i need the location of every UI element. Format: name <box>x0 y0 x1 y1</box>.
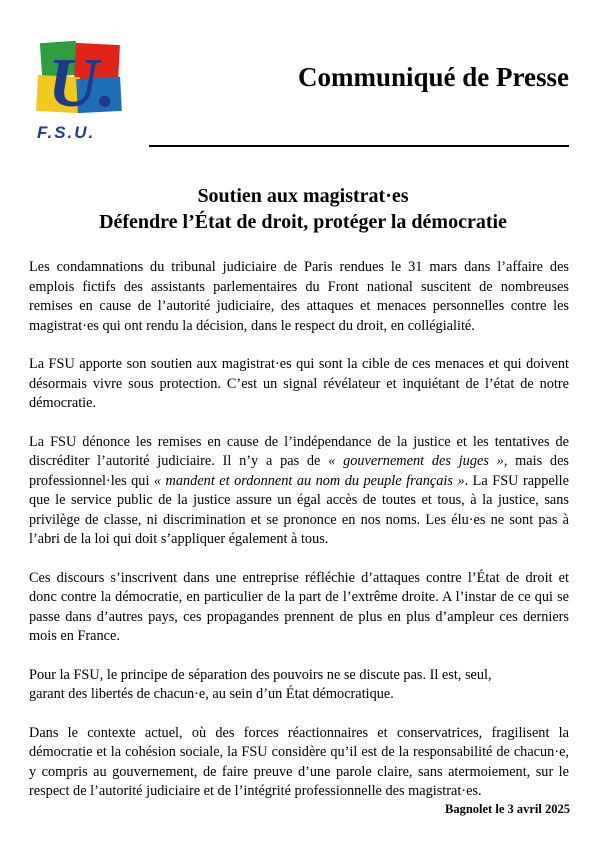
quote-gouvernement-des-juges: « gouvernement des juges » <box>328 453 504 469</box>
signature-date: Bagnolet le 3 avril 2025 <box>445 802 570 816</box>
paragraph-3-text-c: , mais des professionnel·les qui <box>29 453 569 489</box>
paragraph-3-text-e: . La FSU rappelle que le service public de la justice assure un égal accès de toutes et tous, à la justice, sans privilège de classe, ni discrimination et se prononce en nos noms. Les élu·es ne sont pas à l’abri de la loi qui doit s’appliquer également à tous. <box>29 472 569 547</box>
headline-line-2: Défendre l’État de droit, protéger la démocratie <box>99 211 507 233</box>
paragraph-4: Ces discours s’inscrivent dans une entreprise réfléchie d’attaques contre l’État de droit et donc contre la démocratie, en particulier de la part de l’extrême droite. A l’instar de ce qui se passe dans d’autres pays, ces propagandes prennent de plus en plus d’ampleur ces derniers mois en France. <box>29 569 569 644</box>
logo-text: F.S.U. <box>37 123 96 142</box>
paragraph-1: Les condamnations du tribunal judiciaire de Paris rendues le 31 mars dans l’affaire des emplois fictifs des assistants parlementaires du Front national suscitent de nombreuses remises en cause de l’autorité judiciaire, des attaques et menaces personnelles contre les magistrat·es qui ont rendu la décision, dans le respect du droit, en collégialité. <box>29 259 569 334</box>
paragraph-5 <box>29 666 569 705</box>
headline-line-1: Soutien aux magistrat·es <box>197 185 409 207</box>
press-release-body <box>29 258 569 821</box>
paragraph-5-line-2: garant des libertés de chacun·e, au sein d’un État démocratique. <box>29 686 394 702</box>
headline <box>0 183 606 235</box>
paragraph-3 <box>29 433 569 550</box>
page-title: Communiqué de Presse <box>297 62 569 92</box>
header-divider <box>149 145 569 147</box>
paragraph-2: La FSU apporte son soutien aux magistrat·es qui sont la cible de ces menaces et qui doivent désormais vivre sous protection. C’est un signal révélateur et inquiétant de l’état de notre démocratie. <box>29 356 569 411</box>
logo-letter: U. <box>48 45 117 122</box>
fsu-logo-graphic <box>33 38 129 124</box>
fsu-logo <box>33 38 129 146</box>
paragraph-3-text-a: La FSU dénonce les remises en cause de l’indépendance de la justice et les tentatives de discréditer l’autorité judiciaire. Il n’y a pas de <box>29 433 569 469</box>
quote-mandent-et-ordonnent: « mandent et ordonnent au nom du peuple français » <box>153 472 465 489</box>
paragraph-6: Dans le contexte actuel, où des forces réactionnaires et conservatrices, fragilisent la démocratie et la cohésion sociale, la FSU considère qu’il est de la responsabilité de chacun·e, y compris au gouvernement, de faire preuve d’une parole claire, sans atermoiement, sur le respect de l’autorité judiciaire et de l’intégrité professionnelle des magistrat·es. <box>29 724 569 799</box>
paragraph-5-line-1: Pour la FSU, le principe de séparation des pouvoirs ne se discute pas. Il est, seul, <box>29 666 492 683</box>
